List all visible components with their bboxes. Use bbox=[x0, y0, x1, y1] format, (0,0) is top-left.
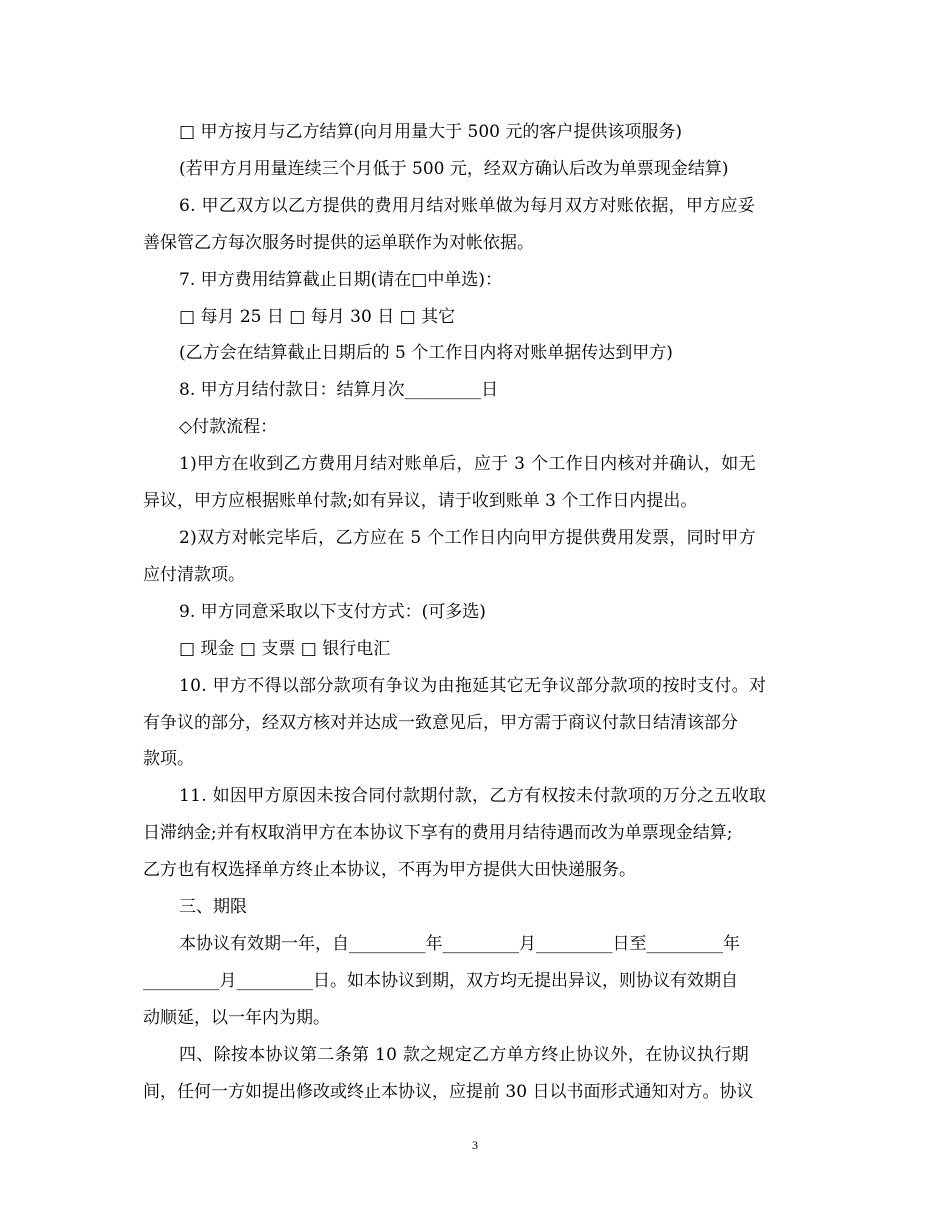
paragraph-line: 乙方也有权选择单方终止本协议，不再为甲方提供大田快递服务。 bbox=[143, 860, 636, 881]
paragraph-line: 款项。 bbox=[143, 749, 194, 770]
paragraph-line: □ 现金 □ 支票 □ 银行电汇 bbox=[179, 638, 391, 659]
paragraph-line: (若甲方月用量连续三个月低于 500 元，经双方确认后改为单票现金结算) bbox=[179, 158, 729, 179]
section-heading: 三、期限 bbox=[179, 897, 247, 918]
paragraph-line: □ 每月 25 日 □ 每月 30 日 □ 其它 bbox=[179, 306, 456, 327]
paragraph-line: 动顺延，以一年内为期。 bbox=[143, 1007, 330, 1028]
paragraph-line: 8. 甲方月结付款日：结算月次_________日 bbox=[179, 380, 499, 401]
paragraph-line: 应付清款项。 bbox=[143, 564, 245, 585]
paragraph-line: 四、除按本协议第二条第 10 款之规定乙方单方终止协议外，在协议执行期 bbox=[179, 1044, 749, 1065]
page-number: 3 bbox=[472, 1138, 478, 1152]
paragraph-line: (乙方会在结算截止日期后的 5 个工作日内将对账单据传达到甲方) bbox=[179, 343, 673, 364]
paragraph-line: 11. 如因甲方原因未按合同付款期付款，乙方有权按未付款项的万分之五收取 bbox=[179, 786, 767, 807]
paragraph-line: 异议，甲方应根据账单付款;如有异议，请于收到账单 3 个工作日内提出。 bbox=[143, 491, 698, 512]
paragraph-line: _________月_________日。如本协议到期，双方均无提出异议，则协议有效期自 bbox=[143, 970, 738, 991]
paragraph-line: 善保管乙方每次服务时提供的运单联作为对帐依据。 bbox=[143, 232, 534, 253]
paragraph-line: □ 甲方按月与乙方结算(向月用量大于 500 元的客户提供该项服务) bbox=[179, 122, 682, 142]
document-body bbox=[143, 114, 803, 1110]
paragraph-line: 本协议有效期一年，自_________年_________月_________日至_________年 bbox=[179, 933, 740, 954]
paragraph-line: 1)甲方在收到乙方费用月结对账单后，应于 3 个工作日内核对并确认，如无 bbox=[179, 454, 756, 475]
paragraph-line: 日滞纳金;并有权取消甲方在本协议下享有的费用月结待遇而改为单票现金结算; bbox=[143, 823, 733, 844]
paragraph-line: 有争议的部分，经双方核对并达成一致意见后，甲方需于商议付款日结清该部分 bbox=[143, 712, 738, 733]
paragraph-line: 10. 甲方不得以部分款项有争议为由拖延其它无争议部分款项的按时支付。对 bbox=[179, 675, 767, 696]
paragraph-line: 2)双方对帐完毕后，乙方应在 5 个工作日内向甲方提供费用发票，同时甲方 bbox=[179, 527, 756, 548]
paragraph-line: 6. 甲乙双方以乙方提供的费用月结对账单做为每月双方对账依据，甲方应妥 bbox=[179, 195, 756, 216]
paragraph-line: 7. 甲方费用结算截止日期(请在□中单选)： bbox=[179, 269, 502, 290]
paragraph-line: 间，任何一方如提出修改或终止本协议，应提前 30 日以书面形式通知对方。协议 bbox=[143, 1081, 754, 1102]
paragraph-line: ◇付款流程： bbox=[179, 417, 278, 438]
paragraph-line: 9. 甲方同意采取以下支付方式：(可多选) bbox=[179, 601, 486, 622]
